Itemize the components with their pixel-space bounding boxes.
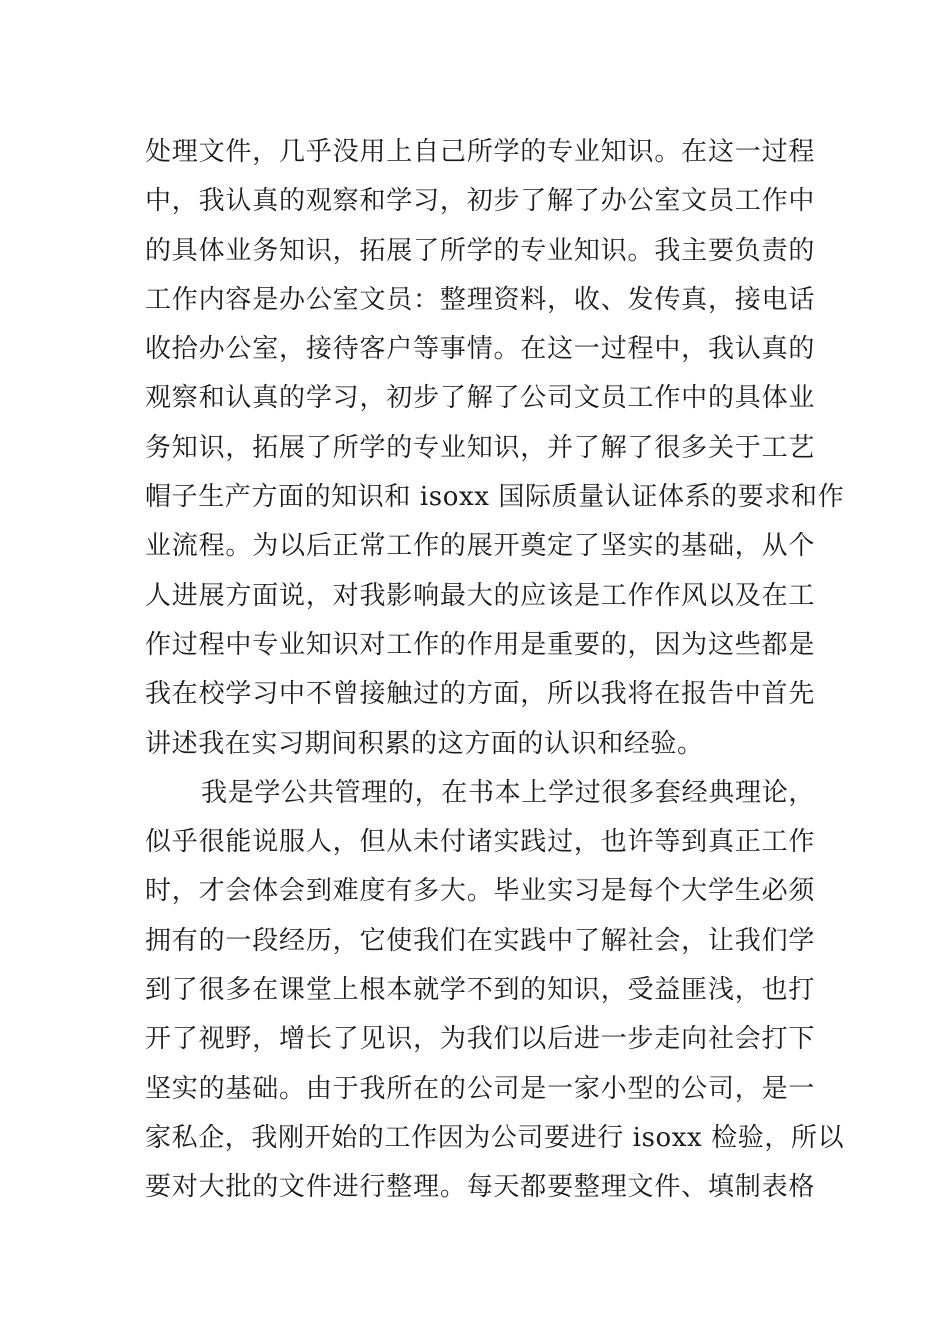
text-line: 家私企，我刚开始的工作因为公司要进行 isoxx 检验，所以	[145, 1122, 845, 1153]
text-line: 要对大批的文件进行整理。每天都要整理文件、填制表格	[145, 1172, 815, 1203]
text-line: 人进展方面说，对我影响最大的应该是工作作风以及在工	[145, 580, 815, 611]
text-line: 讲述我在实习期间积累的这方面的认识和经验。	[145, 728, 704, 759]
text-line: 务知识，拓展了所学的专业知识，并了解了很多关于工艺	[145, 432, 815, 463]
text-line: 到了很多在课堂上根本就学不到的知识，受益匪浅，也打	[145, 975, 815, 1006]
document-body	[145, 128, 845, 1213]
text-line: 我是学公共管理的，在书本上学过很多套经典理论，	[201, 777, 815, 808]
text-line: 开了视野，增长了见识，为我们以后进一步走向社会打下	[145, 1024, 815, 1055]
paragraph-1	[145, 128, 845, 769]
text-line: 我在校学习中不曾接触过的方面，所以我将在报告中首先	[145, 679, 815, 710]
text-line: 帽子生产方面的知识和 isoxx 国际质量认证体系的要求和作	[145, 482, 845, 513]
paragraph-2	[145, 769, 845, 1213]
text-line: 拥有的一段经历，它使我们在实践中了解社会，让我们学	[145, 925, 815, 956]
text-line: 时，才会体会到难度有多大。毕业实习是每个大学生必须	[145, 876, 815, 907]
text-line: 处理文件，几乎没用上自己所学的专业知识。在这一过程	[145, 137, 815, 167]
text-line: 工作内容是办公室文员：整理资料，收、发传真，接电话	[145, 284, 815, 315]
text-line: 作过程中专业知识对工作的作用是重要的，因为这些都是	[145, 629, 815, 660]
text-line: 的具体业务知识，拓展了所学的专业知识。我主要负责的	[145, 235, 815, 266]
text-line: 中，我认真的观察和学习，初步了解了办公室文员工作中	[145, 186, 815, 217]
text-line: 似乎很能说服人，但从未付诸实践过，也许等到真正工作	[145, 827, 815, 858]
text-line: 坚实的基础。由于我所在的公司是一家小型的公司，是一	[145, 1073, 815, 1104]
text-line: 收拾办公室，接待客户等事情。在这一过程中，我认真的	[145, 334, 815, 365]
text-line: 观察和认真的学习，初步了解了公司文员工作中的具体业	[145, 383, 815, 414]
text-line: 业流程。为以后正常工作的展开奠定了坚实的基础，从个	[145, 531, 815, 562]
